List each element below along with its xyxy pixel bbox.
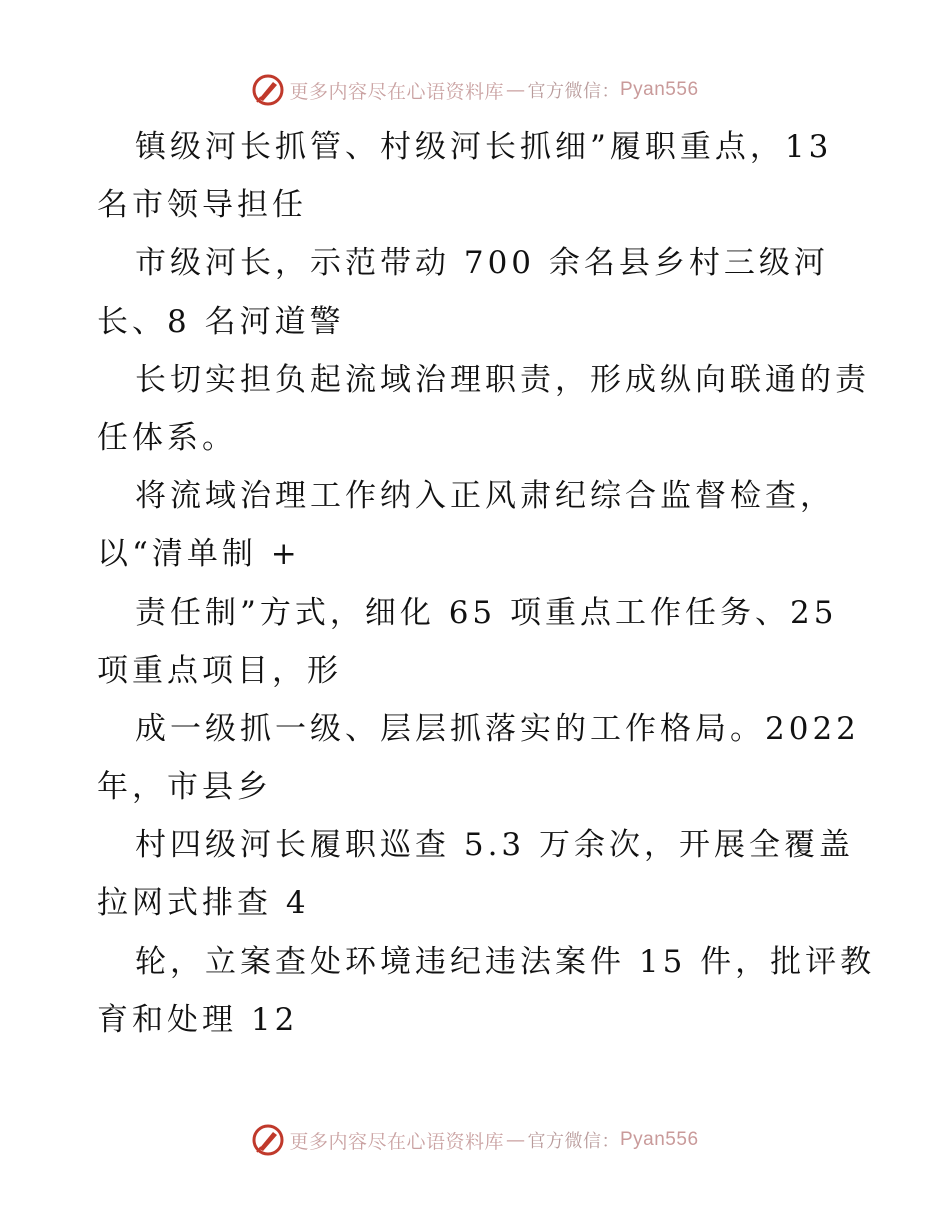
watermark-label: 官方微信： bbox=[527, 1131, 620, 1152]
body-line: 拉网式排查 4 bbox=[97, 885, 310, 922]
body-line: 名市领导担任 bbox=[97, 187, 307, 224]
body-line: 责任制”方式，细化 65 项重点工作任务、25 bbox=[135, 594, 838, 631]
body-line: 以“清单制 + bbox=[97, 536, 301, 573]
body-line: 村四级河长履职巡查 5.3 万余次，开展全覆盖 bbox=[135, 827, 855, 864]
body-line: 轮，立案查处环境违纪违法案件 15 件，批评教 bbox=[135, 943, 876, 980]
document-body bbox=[97, 118, 877, 1049]
quill-logo-icon bbox=[251, 73, 285, 107]
body-line: 任体系。 bbox=[97, 419, 237, 456]
body-line: 长切实担负起流域治理职责，形成纵向联通的责 bbox=[135, 361, 870, 398]
body-line: 成一级抓一级、层层抓落实的工作格局。2022 bbox=[135, 710, 860, 747]
watermark-brand: 更多内容尽在心语资料库 bbox=[289, 1130, 504, 1153]
body-line: 年，市县乡 bbox=[97, 769, 272, 806]
body-line: 将流域治理工作纳入正风肃纪综合监督检查， bbox=[135, 478, 835, 515]
watermark-dash: — bbox=[506, 1129, 526, 1151]
body-line: 长、8 名河道警 bbox=[97, 303, 345, 340]
watermark-label: 官方微信： bbox=[527, 81, 620, 102]
quill-logo-icon bbox=[251, 1123, 285, 1157]
watermark-dash: — bbox=[506, 79, 526, 101]
watermark-brand: 更多内容尽在心语资料库 bbox=[289, 80, 504, 103]
watermark-contact: Pyan556 bbox=[620, 79, 699, 100]
body-line: 项重点项目，形 bbox=[97, 652, 342, 689]
header-watermark bbox=[0, 72, 950, 108]
footer-watermark bbox=[0, 1122, 950, 1158]
body-line: 市级河长，示范带动 700 余名县乡村三级河 bbox=[135, 245, 829, 282]
body-line: 镇级河长抓管、村级河长抓细”履职重点，13 bbox=[135, 129, 833, 165]
watermark-contact: Pyan556 bbox=[620, 1129, 699, 1150]
body-line: 育和处理 12 bbox=[97, 1001, 299, 1038]
